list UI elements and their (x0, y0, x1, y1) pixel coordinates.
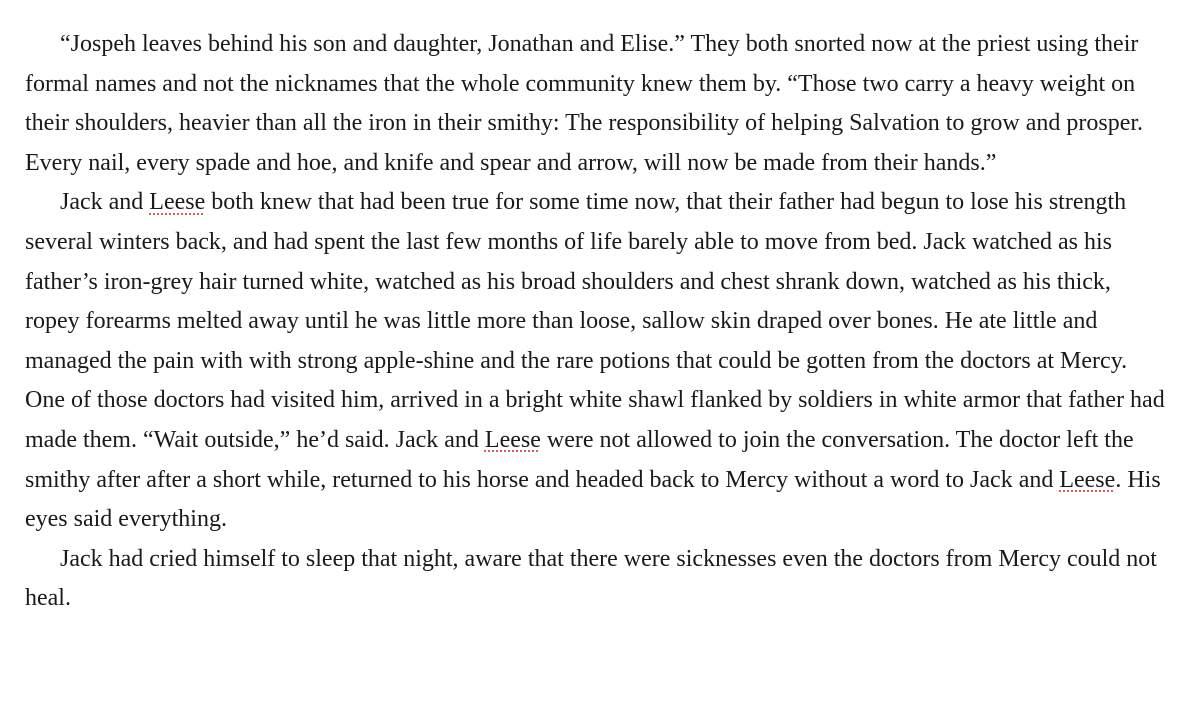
paragraph-text: “Jospeh leaves behind his son and daughter, Jonathan and Elise.” They both snorted now at the priest using their formal names and not the nicknames that the whole community knew them by. “Those two carry a heavy weight on their shoulders, heavier than all the iron in their smithy: The responsibility of helping Salvation to grow and prosper. Every nail, every spade and hoe, and knife and spear and arrow, will now be made from their hands.” (25, 31, 1144, 176)
misspelled-word[interactable]: Leese (1059, 466, 1116, 493)
paragraph-3 (25, 540, 1166, 619)
paragraph-text: were not allowed to join the conversation. The doctor left the smithy after after a short while, returned to his horse and headed back to Mercy without a word to Jack and (25, 426, 1134, 493)
paragraph-1 (25, 25, 1166, 183)
paragraph-2 (25, 183, 1166, 539)
misspelled-word[interactable]: Leese (484, 426, 541, 453)
paragraph-text: Jack had cried himself to sleep that night, aware that there were sicknesses even the doctors from Mercy could not heal. (25, 545, 1157, 612)
paragraph-text: both knew that had been true for some time now, that their father had begun to lose his strength several winters back, and had spent the last few months of life barely able to move from bed. Jack watched as his father’s iron-grey hair turned white, watched as his broad shoulders and chest shrank down, watched as his thick, ropey forearms melted away until he was little more than loose, sallow skin draped over bones. He ate little and managed the pain with with strong apple-shine and the rare potions that could be gotten from the doctors at Mercy. One of those doctors had visited him, arrived in a bright white shawl flanked by soldiers in white armor that father had made them. “Wait outside,” he’d said. Jack and (25, 189, 1165, 453)
misspelled-word[interactable]: Leese (149, 189, 206, 216)
paragraph-text: . His eyes said everything. (25, 466, 1161, 533)
paragraph-text: Jack and (60, 189, 150, 216)
